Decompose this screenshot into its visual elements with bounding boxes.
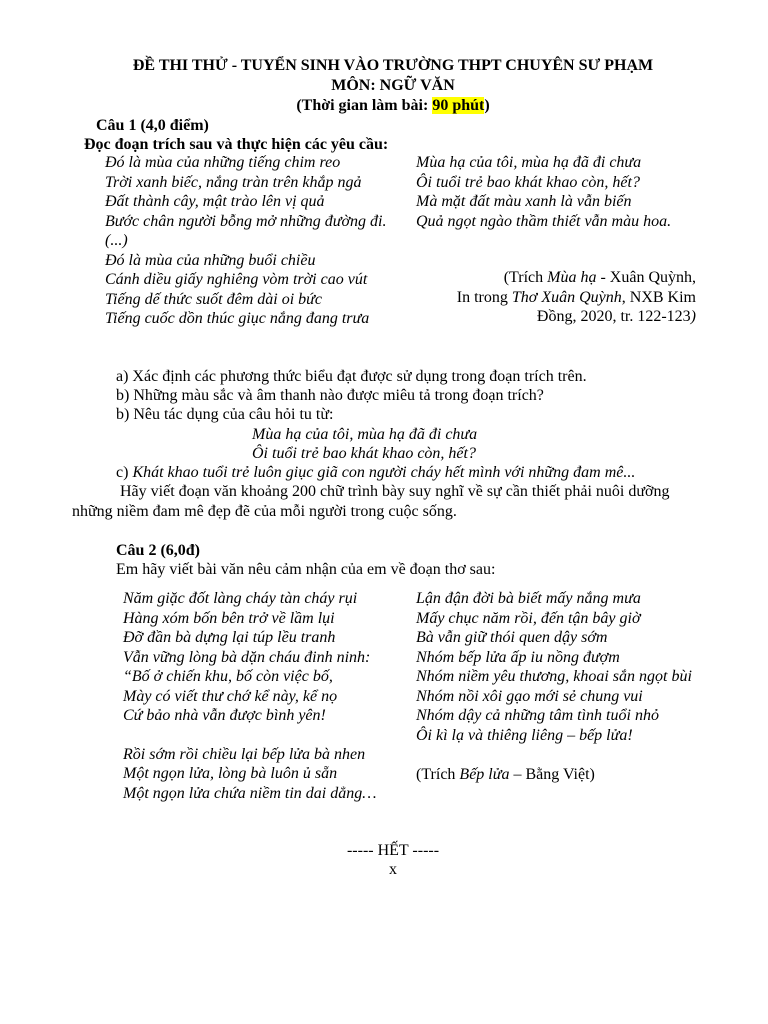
q2-poem-right — [416, 589, 692, 745]
citation-work-title: Mùa hạ — [547, 269, 597, 286]
poem-line: Một ngọn lửa chứa niềm tin dai dẳng… — [123, 784, 377, 802]
q1-item-b2: b) Nêu tác dụng của câu hỏi tu từ: — [116, 406, 334, 423]
q1-instruction: Đọc đoạn trích sau và thực hiện các yêu cầu: — [84, 136, 389, 153]
poem-line: “Bố ở chiến khu, bố còn việc bố, — [123, 668, 333, 685]
poem-line: Đó là mùa của những buổi chiều — [105, 251, 316, 269]
citation-text: , NXB Kim — [621, 289, 696, 306]
q1-item-c — [116, 463, 635, 483]
q2-heading: Câu 2 (6,0đ) — [116, 542, 201, 559]
q1-heading: Câu 1 (4,0 điểm) — [96, 117, 209, 134]
q1-poem-left — [105, 153, 386, 329]
poem-line: Cánh diều giấy nghiêng vòm trời cao vút — [105, 271, 368, 288]
end-mark-x: x — [389, 861, 397, 878]
poem-line: Mấy chục năm rồi, đến tận bây giờ — [416, 609, 641, 627]
poem-line: Vẫn vững lòng bà dặn cháu đinh ninh: — [123, 648, 371, 666]
citation-text: - Xuân Quỳnh, — [596, 269, 696, 286]
poem-line: Hàng xóm bốn bên trở về lầm lụi — [123, 609, 335, 627]
time-suffix: ) — [484, 97, 490, 114]
citation-work-title: Bếp lửa — [459, 766, 510, 783]
q2-instruction: Em hãy viết bài văn nêu cảm nhận của em về đoạn thơ sau: — [116, 561, 496, 578]
q2-citation — [416, 765, 595, 785]
poem-line: Bà vẫn giữ thói quen dậy sớm — [416, 629, 608, 646]
q1-item-a: a) Xác định các phương thức biểu đạt được sử dụng trong đoạn trích trên. — [116, 368, 587, 385]
poem-line: Ôi tuổi trẻ bao khát khao còn, hết? — [416, 173, 640, 191]
poem-line: Trời xanh biếc, nắng tràn trên khắp ngả — [105, 173, 362, 191]
poem-line: Tiếng dế thức suốt đêm dài oi bức — [105, 290, 322, 308]
poem-line: Nhóm dậy cả những tâm tình tuổi nhỏ — [416, 707, 659, 724]
q1-task-line2: những niềm đam mê đẹp đẽ của mỗi người trong cuộc sống. — [72, 503, 457, 520]
citation-book-title: Thơ Xuân Quỳnh — [511, 289, 622, 306]
q2-poem-left — [123, 589, 376, 803]
stanza-gap — [123, 726, 376, 745]
poem-line: Nhóm bếp lửa ấp iu nồng đượm — [416, 648, 620, 666]
poem-line: Tiếng cuốc dồn thúc giục nắng đang trưa — [105, 310, 370, 327]
citation-text: In trong — [456, 289, 512, 306]
q1-task-line1: Hãy viết đoạn văn khoảng 200 chữ trình bày suy nghĩ về sự cần thiết phải nuôi dưỡng — [120, 483, 670, 500]
q1-item-b1: b) Những màu sắc và âm thanh nào được miêu tả trong đoạn trích? — [116, 387, 544, 404]
q1-quote-line1: Mùa hạ của tôi, mùa hạ đã đi chưa — [252, 426, 478, 443]
time-value: 90 phút — [432, 97, 485, 114]
poem-line: Rồi sớm rồi chiều lại bếp lửa bà nhen — [123, 745, 366, 763]
q1-citation-line3 — [537, 307, 696, 327]
poem-line: Ôi kì lạ và thiêng liêng – bếp lửa! — [416, 726, 633, 744]
poem-line: Bước chân người bỗng mở những đường đi. — [105, 212, 387, 230]
item-c-quote: Khát khao tuổi trẻ luôn giục giã con người cháy hết mình với những đam mê... — [132, 464, 636, 481]
citation-text: (Trích — [503, 269, 548, 286]
poem-line: Đỡ đần bà dựng lại túp lều tranh — [123, 629, 336, 646]
subject-title: MÔN: NGỮ VĂN — [331, 77, 455, 94]
poem-line: (...) — [105, 232, 128, 249]
poem-line: Mà mặt đất màu xanh là vẫn biến — [416, 193, 632, 210]
poem-line: Một ngọn lửa, lòng bà luôn ủ sẵn — [123, 765, 338, 782]
poem-line: Mày có viết thư chớ kể này, kể nọ — [123, 687, 338, 705]
poem-line: Nhóm nồi xôi gạo mới sẻ chung vui — [416, 687, 643, 705]
q1-poem-right — [416, 153, 671, 231]
poem-line: Quả ngọt ngào thầm thiết vẫn màu hoa. — [416, 212, 672, 230]
item-label: c) — [116, 464, 133, 481]
end-marker: ----- HẾT ----- — [346, 842, 440, 859]
poem-line: Lận đận đời bà biết mấy nắng mưa — [416, 590, 641, 607]
poem-line: Đó là mùa của những tiếng chim reo — [105, 154, 341, 171]
q1-quote-line2: Ôi tuổi trẻ bao khát khao còn, hết? — [252, 445, 476, 462]
time-prefix: (Thời gian làm bài: — [296, 97, 433, 114]
citation-text: ) — [690, 308, 696, 325]
time-line — [0, 96, 768, 116]
citation-text: (Trích — [416, 766, 460, 783]
poem-line: Nhóm niềm yêu thương, khoai sắn ngọt bùi — [416, 668, 692, 685]
poem-line: Đất thành cây, mật trào lên vị quả — [105, 193, 325, 210]
exam-title: ĐỀ THI THỬ - TUYỂN SINH VÀO TRƯỜNG THPT CHUYÊN SƯ PHẠM — [132, 57, 654, 74]
poem-line: Cứ bảo nhà vẫn được bình yên! — [123, 707, 326, 724]
q1-citation-line1 — [504, 268, 696, 288]
citation-text: Đồng, 2020, tr. 122-123 — [536, 308, 691, 325]
poem-line: Mùa hạ của tôi, mùa hạ đã đi chưa — [416, 154, 642, 171]
poem-line: Năm giặc đốt làng cháy tàn cháy rụi — [123, 590, 358, 607]
citation-text: – Bằng Việt) — [509, 766, 595, 783]
q1-citation-line2 — [457, 288, 696, 308]
